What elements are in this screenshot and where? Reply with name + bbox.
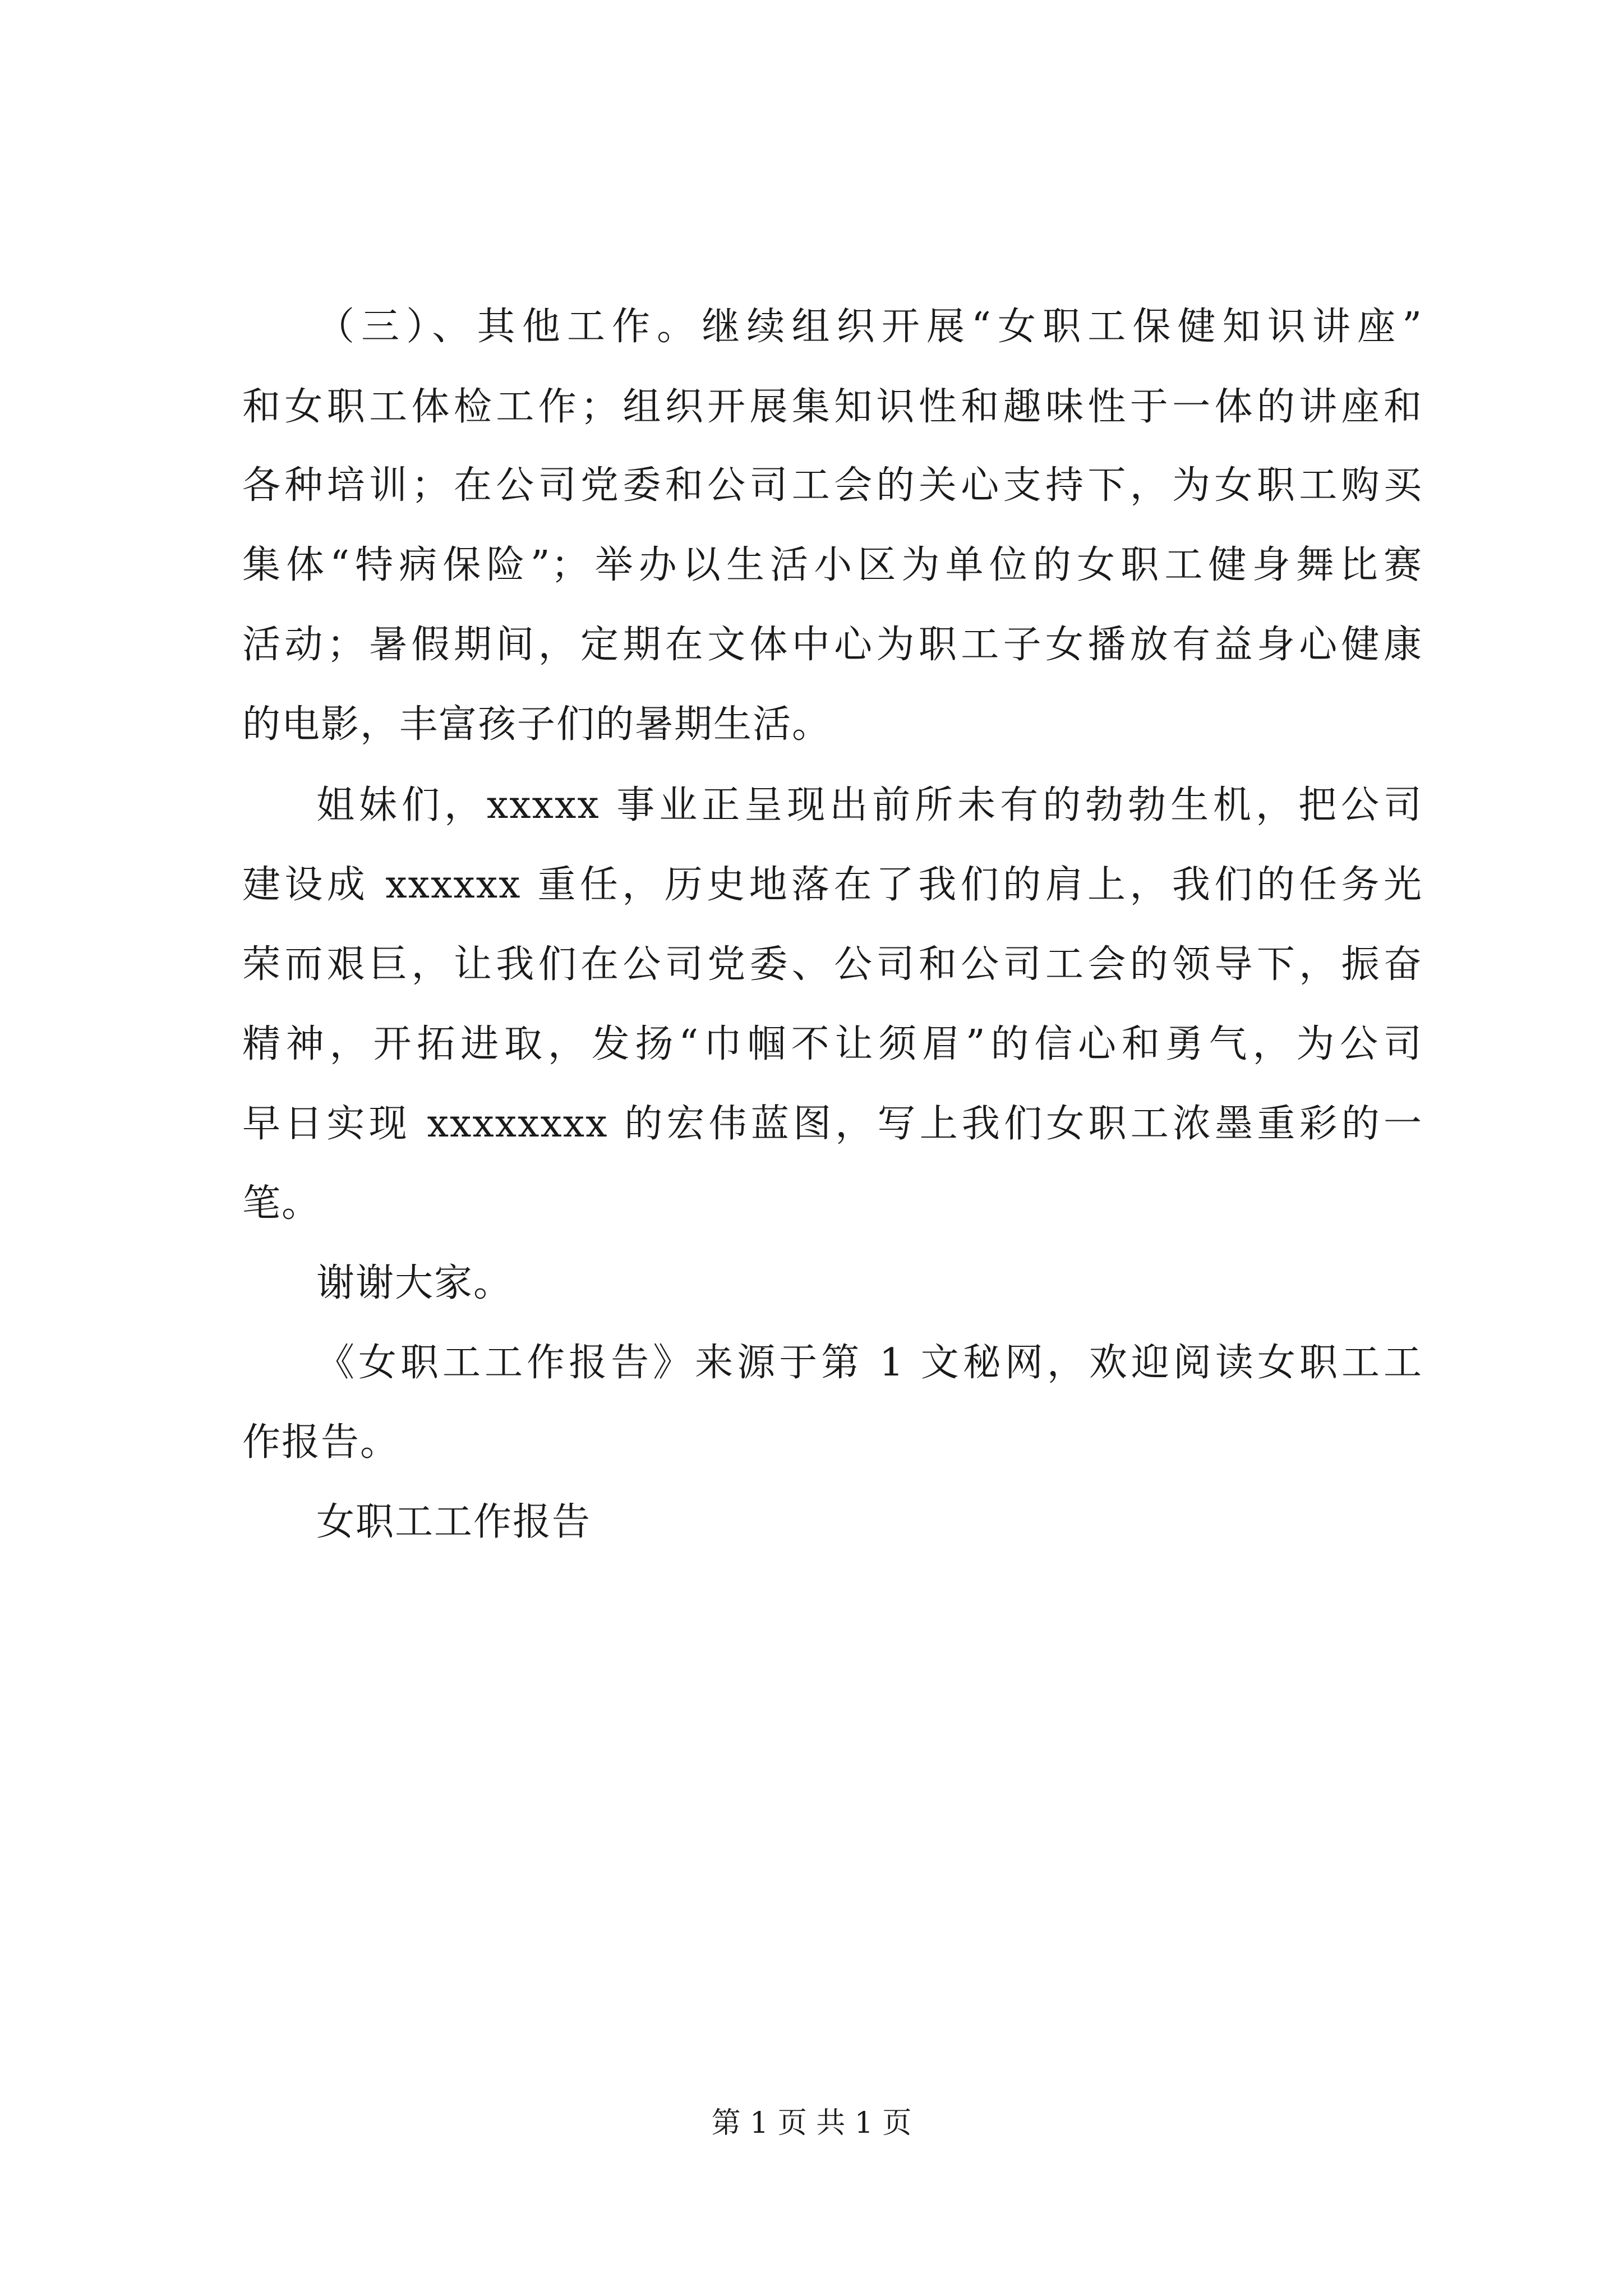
paragraph-line: 姐妹们，xxxxx 事业正呈现出前所未有的勃勃生机，把公司: [316, 783, 1423, 827]
paragraph-line: 女职工工作报告: [316, 1500, 592, 1544]
paragraph-line: 荣而艰巨，让我们在公司党委、公司和公司工会的领导下，振奋: [242, 942, 1423, 987]
paragraph-line: 精神，开拓进取，发扬“巾帼不让须眉”的信心和勇气，为公司: [242, 1022, 1423, 1066]
paragraph-line: 谢谢大家。: [316, 1261, 513, 1305]
paragraph-line: 的电影，丰富孩子们的暑期生活。: [242, 702, 832, 747]
paragraph-line: （三）、其他工作。继续组织开展“女职工保健知识讲座”: [316, 305, 1423, 349]
paragraph-line: 活动；暑假期间，定期在文体中心为职工子女播放有益身心健康: [242, 623, 1423, 667]
paragraph-line: 和女职工体检工作；组织开展集知识性和趣味性于一体的讲座和: [242, 385, 1423, 429]
paragraph-line: 集体“特病保险”；举办以生活小区为单位的女职工健身舞比赛: [242, 543, 1423, 587]
paragraph-line: 作报告。: [242, 1420, 400, 1465]
paragraph-line: 早日实现 xxxxxxxx 的宏伟蓝图，写上我们女职工浓墨重彩的一: [242, 1102, 1423, 1146]
page-footer: 第 1 页 共 1 页: [711, 2106, 912, 2140]
paragraph-line: 笔。: [242, 1181, 321, 1226]
paragraph-line: 《女职工工作报告》来源于第 1 文秘网，欢迎阅读女职工工: [316, 1341, 1423, 1385]
paragraph-line: 各种培训；在公司党委和公司工会的关心支持下，为女职工购买: [242, 463, 1423, 508]
paragraph-line: 建设成 xxxxxx 重任，历史地落在了我们的肩上，我们的任务光: [242, 863, 1423, 907]
